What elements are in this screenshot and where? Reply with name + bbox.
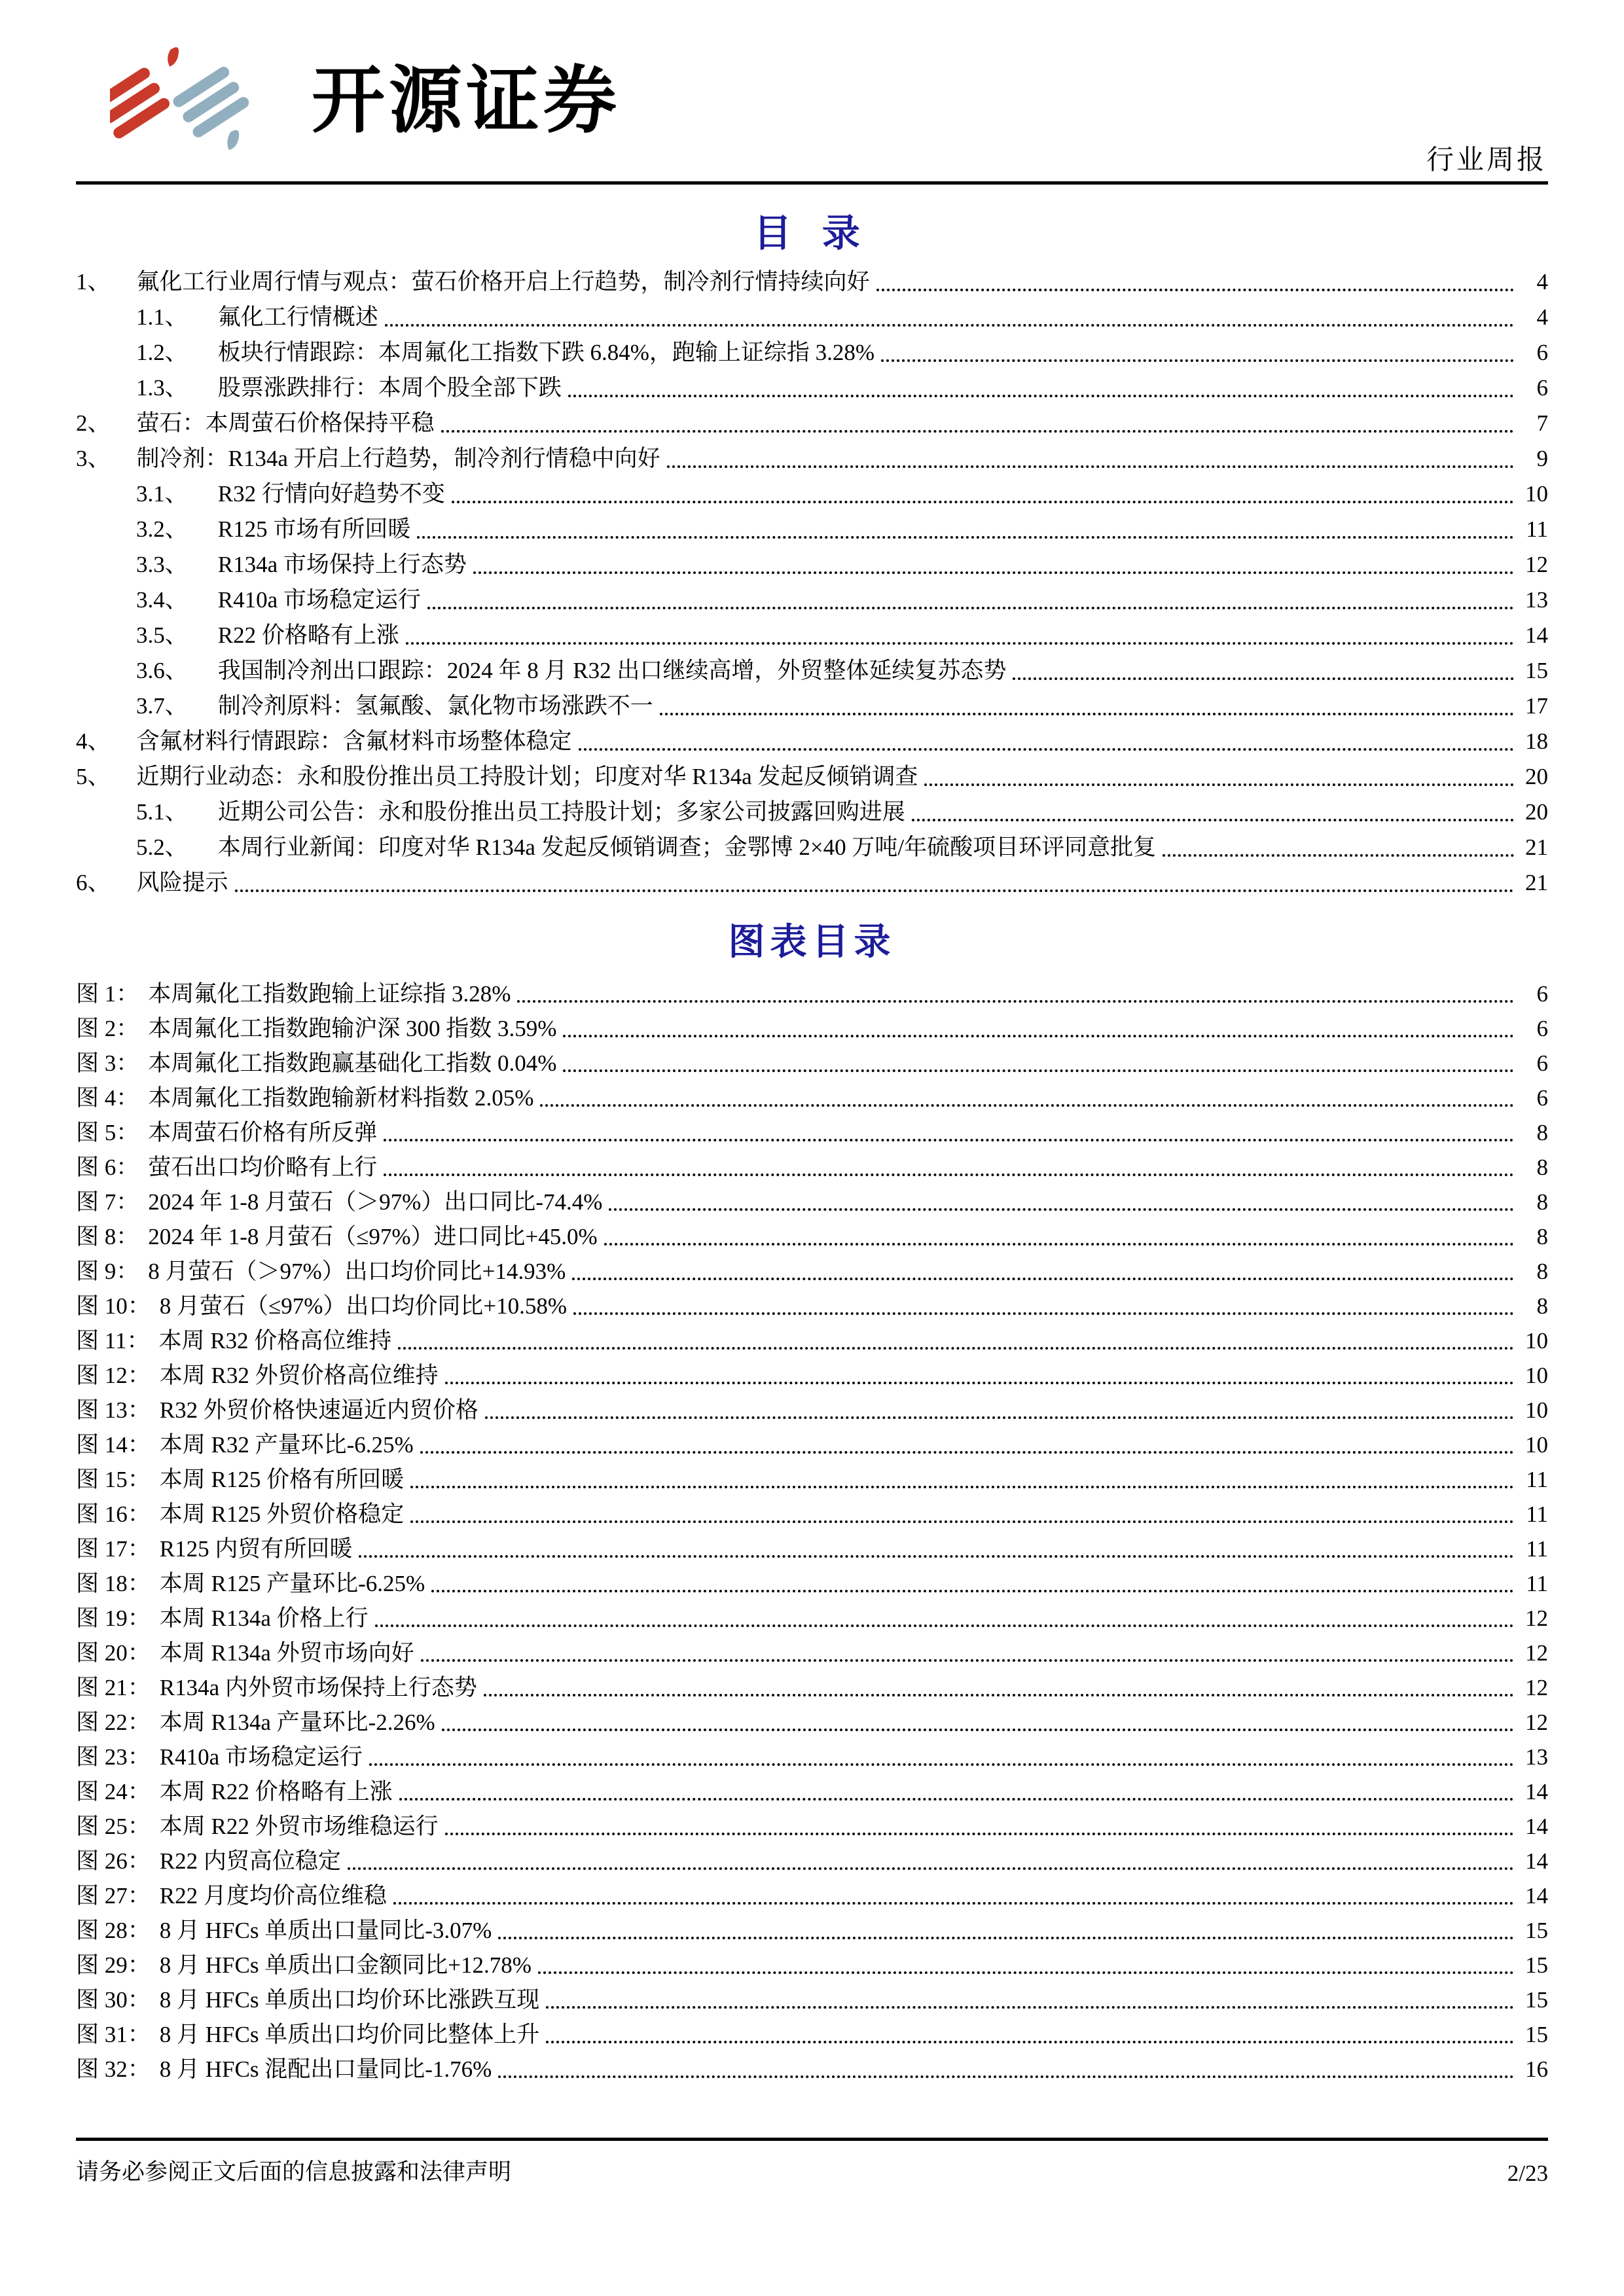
entry-page-number: 8: [1536, 1259, 1548, 1284]
entry-label: R32 行情向好趋势不变: [217, 481, 445, 507]
entry-number: 图 22：: [76, 1710, 151, 1735]
figure-toc-entry[interactable]: [76, 1081, 1548, 1115]
figure-toc-entry[interactable]: [76, 1844, 1548, 1878]
entry-page-number: 15: [1525, 658, 1548, 683]
toc-entry[interactable]: [76, 264, 1548, 300]
entry-number: 图 4：: [76, 1085, 139, 1111]
entry-number: 3.2、: [136, 516, 188, 542]
dotted-leader: [667, 465, 1514, 468]
entry-page-number: 11: [1526, 1571, 1548, 1596]
entry-number: 图 28：: [76, 1918, 151, 1943]
report-type-label: 行业周报: [1426, 145, 1547, 175]
dotted-leader: [410, 1520, 1514, 1523]
entry-label: 8 月 HFCs 单质出口均价同比整体上升: [159, 2022, 540, 2047]
entry-label: 本周 R134a 价格上行: [159, 1605, 369, 1631]
entry-page-number: 8: [1536, 1293, 1548, 1319]
entry-page-number: 20: [1525, 799, 1548, 825]
figure-toc-entry[interactable]: [76, 1809, 1548, 1844]
entry-label: R134a 内外贸市场保持上行态势: [159, 1675, 477, 1700]
figure-toc-entry[interactable]: [76, 1636, 1548, 1670]
entry-page-number: 11: [1526, 1467, 1548, 1492]
toc-entry[interactable]: [76, 865, 1548, 901]
dotted-leader: [609, 1208, 1514, 1211]
entry-label: 本周 R125 价格有所回暖: [159, 1467, 405, 1492]
dotted-leader: [445, 1382, 1514, 1384]
toc-entry[interactable]: [76, 795, 1548, 830]
entry-page-number: 12: [1525, 1640, 1548, 1666]
toc-entry[interactable]: [76, 583, 1548, 618]
entry-number: 图 13：: [76, 1397, 151, 1423]
dotted-leader: [442, 1729, 1514, 1731]
dotted-leader: [445, 1833, 1514, 1835]
entry-number: 图 26：: [76, 1848, 151, 1874]
toc-entry[interactable]: [76, 653, 1548, 689]
entry-number: 5.1、: [136, 799, 188, 825]
entry-label: R125 内贸有所回暖: [159, 1536, 353, 1562]
toc-entry[interactable]: [76, 512, 1548, 547]
entry-label: 近期公司公告：永和股份推出员工持股计划；多家公司披露回购进展: [217, 799, 905, 825]
figure-toc-entry[interactable]: [76, 1878, 1548, 1913]
dotted-leader: [384, 1139, 1514, 1141]
entry-label: 本周氟化工指数跑输沪深 300 指数 3.59%: [148, 1016, 557, 1041]
figure-toc-entry[interactable]: [76, 1219, 1548, 1254]
figure-toc-entry[interactable]: [76, 1150, 1548, 1185]
entry-number: 1.2、: [136, 340, 188, 365]
dotted-leader: [359, 1555, 1514, 1558]
toc-entry[interactable]: [76, 547, 1548, 583]
entry-label: 8 月萤石（≤97%）出口均价同比+10.58%: [159, 1293, 568, 1319]
toc-entry[interactable]: [76, 724, 1548, 759]
dotted-leader: [417, 536, 1514, 539]
entry-page-number: 17: [1525, 693, 1548, 719]
dotted-leader: [912, 819, 1514, 821]
figure-toc-entry[interactable]: [76, 1289, 1548, 1323]
entry-page-number: 4: [1536, 269, 1548, 295]
dotted-leader: [452, 501, 1514, 503]
entry-page-number: 7: [1536, 410, 1548, 436]
entry-number: 图 21：: [76, 1675, 151, 1700]
dotted-leader: [660, 713, 1514, 715]
figure-toc-entry[interactable]: [76, 1566, 1548, 1601]
dotted-leader: [572, 1278, 1514, 1280]
figure-toc-entry[interactable]: [76, 1948, 1548, 1982]
entry-page-number: 13: [1525, 1744, 1548, 1770]
figure-toc-entry[interactable]: [76, 1497, 1548, 1532]
entry-page-number: 10: [1525, 1432, 1548, 1458]
entry-page-number: 6: [1536, 1085, 1548, 1111]
toc-entry[interactable]: [76, 406, 1548, 441]
toc-title: 目 录: [753, 212, 871, 255]
dotted-leader: [573, 1312, 1514, 1315]
entry-label: 含氟材料行情跟踪：含氟材料市场整体稳定: [136, 728, 572, 754]
dotted-leader: [579, 748, 1514, 751]
entry-page-number: 14: [1525, 1883, 1548, 1909]
toc-entry[interactable]: [76, 759, 1548, 795]
dotted-leader: [398, 1347, 1514, 1350]
entry-label: R32 外贸价格快速逼近内贸价格: [159, 1397, 478, 1423]
dotted-leader: [1013, 677, 1514, 680]
entry-label: 2024 年 1-8 月萤石（≤97%）进口同比+45.0%: [148, 1224, 598, 1249]
entry-page-number: 8: [1536, 1189, 1548, 1215]
entry-label: 萤石出口均价略有上行: [148, 1155, 378, 1180]
entry-page-number: 6: [1536, 981, 1548, 1007]
entry-page-number: 11: [1526, 516, 1548, 542]
entry-page-number: 10: [1525, 1397, 1548, 1423]
dotted-leader: [375, 1624, 1514, 1627]
dotted-leader: [369, 1763, 1514, 1766]
entry-label: 本周 R22 价格略有上涨: [159, 1779, 393, 1804]
entry-label: R125 市场有所回暖: [217, 516, 411, 542]
entry-number: 图 23：: [76, 1744, 151, 1770]
figure-toc-entry[interactable]: [76, 2017, 1548, 2052]
page-header: [76, 0, 1548, 185]
figure-toc-entry[interactable]: [76, 2052, 1548, 2087]
dotted-leader: [538, 1971, 1514, 1974]
figure-toc-entry[interactable]: [76, 977, 1548, 1011]
toc-entry[interactable]: [76, 476, 1548, 512]
toc-entry[interactable]: [76, 618, 1548, 653]
entry-number: 3.5、: [136, 622, 188, 648]
dotted-leader: [348, 1867, 1514, 1870]
entry-label: 本周 R32 产量环比-6.25%: [159, 1432, 414, 1458]
entry-page-number: 12: [1525, 552, 1548, 577]
entry-label: 8 月 HFCs 单质出口量同比-3.07%: [159, 1918, 492, 1943]
entry-page-number: 14: [1525, 1848, 1548, 1874]
entry-number: 图 31：: [76, 2022, 151, 2047]
entry-page-number: 8: [1536, 1155, 1548, 1180]
brand-name: 开源证券: [312, 60, 621, 141]
entry-page-number: 20: [1525, 764, 1548, 789]
figure-toc-list: [76, 977, 1548, 2087]
entry-number: 2、: [76, 410, 111, 436]
dotted-leader: [498, 1937, 1514, 1939]
dotted-leader: [568, 395, 1514, 397]
entry-page-number: 10: [1525, 1328, 1548, 1354]
dotted-leader: [498, 2075, 1514, 2078]
entry-page-number: 14: [1525, 622, 1548, 648]
entry-page-number: 6: [1536, 1016, 1548, 1041]
figure-toc-entry[interactable]: [76, 1115, 1548, 1150]
dotted-leader: [441, 430, 1514, 433]
entry-label: 8 月 HFCs 单质出口金额同比+12.78%: [159, 1952, 532, 1978]
dotted-leader: [546, 2006, 1514, 2009]
entry-number: 图 19：: [76, 1605, 151, 1631]
entry-number: 图 18：: [76, 1571, 151, 1596]
entry-page-number: 14: [1525, 1779, 1548, 1804]
entry-label: 近期行业动态：永和股份推出员工持股计划；印度对华 R134a 发起反倾销调查: [136, 764, 918, 789]
entry-page-number: 21: [1525, 834, 1548, 860]
dotted-leader: [876, 289, 1514, 291]
entry-number: 图 6：: [76, 1155, 139, 1180]
entry-number: 图 10：: [76, 1293, 151, 1319]
entry-number: 图 11：: [76, 1328, 150, 1354]
figure-toc-entry[interactable]: [76, 1185, 1548, 1219]
entry-page-number: 12: [1525, 1710, 1548, 1735]
entry-page-number: 13: [1525, 587, 1548, 613]
figure-toc-entry[interactable]: [76, 1670, 1548, 1705]
entry-label: 本周 R32 价格高位维持: [158, 1328, 392, 1354]
dotted-leader: [924, 783, 1514, 786]
entry-page-number: 15: [1525, 1987, 1548, 2013]
entry-page-number: 18: [1525, 728, 1548, 754]
page-footer: [76, 2138, 1548, 2187]
footer-disclaimer: 请务必参阅正文后面的信息披露和法律声明: [76, 2159, 512, 2185]
dotted-leader: [427, 607, 1514, 609]
entry-number: 5、: [76, 764, 111, 789]
figure-toc-entry[interactable]: [76, 1427, 1548, 1462]
entry-page-number: 16: [1525, 2056, 1548, 2082]
entry-number: 图 14：: [76, 1432, 151, 1458]
entry-label: 股票涨跌排行：本周个股全部下跌: [217, 375, 562, 401]
figure-toc-entry[interactable]: [76, 1393, 1548, 1427]
dotted-leader: [517, 1000, 1514, 1003]
entry-number: 3.4、: [136, 587, 188, 613]
entry-number: 1.3、: [136, 375, 188, 401]
entry-number: 图 27：: [76, 1883, 151, 1909]
entry-page-number: 21: [1525, 870, 1548, 895]
entry-number: 3、: [76, 446, 111, 471]
dotted-leader: [431, 1590, 1514, 1592]
dotted-leader: [410, 1486, 1514, 1488]
entry-number: 图 24：: [76, 1779, 151, 1804]
entry-number: 图 25：: [76, 1814, 151, 1839]
toc-entry[interactable]: [76, 830, 1548, 865]
entry-number: 图 9：: [76, 1259, 139, 1284]
figure-toc-entry[interactable]: [76, 1913, 1548, 1948]
figure-toc-entry[interactable]: [76, 1705, 1548, 1740]
entry-label: R22 内贸高位稳定: [159, 1848, 341, 1874]
entry-number: 3.6、: [136, 658, 188, 683]
entry-label: 8 月 HFCs 混配出口量同比-1.76%: [159, 2056, 492, 2082]
dotted-leader: [484, 1694, 1514, 1696]
figure-toc-entry[interactable]: [76, 1046, 1548, 1081]
toc-entry[interactable]: [76, 335, 1548, 370]
entry-number: 图 32：: [76, 2056, 151, 2082]
figure-toc-entry[interactable]: [76, 1740, 1548, 1774]
entry-page-number: 10: [1525, 1363, 1548, 1388]
entry-page-number: 8: [1536, 1224, 1548, 1249]
entry-page-number: 4: [1536, 304, 1548, 330]
entry-label: 本周 R22 外贸市场维稳运行: [159, 1814, 439, 1839]
entry-number: 图 20：: [76, 1640, 151, 1666]
entry-number: 3.1、: [136, 481, 188, 507]
entry-page-number: 10: [1525, 481, 1548, 507]
dotted-leader: [421, 1659, 1514, 1662]
entry-label: 我国制冷剂出口跟踪：2024 年 8 月 R32 出口继续高增，外贸整体延续复苏态势: [217, 658, 1007, 683]
entry-page-number: 15: [1525, 1952, 1548, 1978]
dotted-leader: [540, 1104, 1514, 1107]
entry-label: 本周氟化工指数跑输新材料指数 2.05%: [148, 1085, 534, 1111]
entry-number: 图 12：: [76, 1363, 151, 1388]
figure-toc-entry[interactable]: [76, 1982, 1548, 2017]
dotted-leader: [399, 1798, 1514, 1801]
entry-label: R22 价格略有上涨: [217, 622, 399, 648]
figure-toc-entry[interactable]: [76, 1358, 1548, 1393]
entry-page-number: 8: [1536, 1120, 1548, 1145]
entry-page-number: 6: [1536, 1050, 1548, 1076]
entry-number: 5.2、: [136, 834, 188, 860]
entry-number: 图 2：: [76, 1016, 139, 1041]
toc-entry[interactable]: [76, 441, 1548, 476]
entry-number: 1.1、: [136, 304, 188, 330]
entry-number: 图 7：: [76, 1189, 139, 1215]
toc-list: [76, 264, 1548, 901]
brand-logo: [110, 45, 621, 157]
entry-label: 板块行情跟踪：本周氟化工指数下跌 6.84%，跑输上证综指 3.28%: [217, 340, 875, 365]
dotted-leader: [546, 2041, 1514, 2043]
figure-toc-entry[interactable]: [76, 1462, 1548, 1497]
kaiyuan-logo-icon: [110, 45, 300, 157]
entry-label: 本周 R125 外贸价格稳定: [159, 1501, 405, 1527]
entry-label: 本周行业新闻：印度对华 R134a 发起反倾销调查；金鄂博 2×40 万吨/年硫酸项目环评同意批复: [217, 834, 1157, 860]
figure-toc-entry[interactable]: [76, 1323, 1548, 1358]
dotted-leader: [235, 889, 1514, 892]
dotted-leader: [604, 1243, 1514, 1246]
dotted-leader: [420, 1451, 1514, 1454]
entry-number: 图 30：: [76, 1987, 151, 2013]
entry-label: 本周萤石价格有所反弹: [148, 1120, 378, 1145]
entry-number: 6、: [76, 870, 111, 895]
entry-page-number: 15: [1525, 2022, 1548, 2047]
entry-label: 本周 R134a 产量环比-2.26%: [159, 1710, 435, 1735]
dotted-leader: [473, 571, 1514, 574]
entry-number: 图 17：: [76, 1536, 151, 1562]
dotted-leader: [563, 1035, 1514, 1037]
entry-label: 本周 R134a 外贸市场向好: [159, 1640, 414, 1666]
figure-toc-title: 图表目录: [728, 922, 896, 963]
dotted-leader: [1163, 854, 1514, 857]
entry-label: 本周氟化工指数跑输上证综指 3.28%: [148, 981, 511, 1007]
entry-label: 8 月萤石（＞97%）出口均价同比+14.93%: [148, 1259, 566, 1284]
dotted-leader: [406, 642, 1514, 645]
entry-label: R410a 市场稳定运行: [159, 1744, 363, 1770]
entry-page-number: 12: [1525, 1675, 1548, 1700]
entry-number: 4、: [76, 728, 111, 754]
figure-toc-entry[interactable]: [76, 1254, 1548, 1289]
entry-number: 3.7、: [136, 693, 188, 719]
entry-label: 萤石：本周萤石价格保持平稳: [136, 410, 435, 436]
entry-number: 图 3：: [76, 1050, 139, 1076]
entry-label: R410a 市场稳定运行: [217, 587, 421, 613]
toc-entry[interactable]: [76, 300, 1548, 335]
entry-label: R22 月度均价高位维稳: [159, 1883, 387, 1909]
entry-page-number: 6: [1536, 340, 1548, 365]
toc-entry[interactable]: [76, 370, 1548, 406]
entry-label: 本周 R32 外贸价格高位维持: [159, 1363, 439, 1388]
entry-page-number: 12: [1525, 1605, 1548, 1631]
dotted-leader: [485, 1416, 1514, 1419]
entry-label: 8 月 HFCs 单质出口均价环比涨跌互现: [159, 1987, 540, 2013]
entry-number: 图 8：: [76, 1224, 139, 1249]
figure-toc-entry[interactable]: [76, 1011, 1548, 1046]
toc-entry[interactable]: [76, 689, 1548, 724]
entry-label: 风险提示: [136, 870, 228, 895]
dotted-leader: [385, 324, 1514, 327]
dotted-leader: [393, 1902, 1514, 1905]
entry-label: 制冷剂：R134a 开启上行趋势，制冷剂行情稳中向好: [136, 446, 660, 471]
figure-toc-entry[interactable]: [76, 1601, 1548, 1636]
entry-label: 氟化工行情概述: [217, 304, 378, 330]
entry-number: 图 16：: [76, 1501, 151, 1527]
dotted-leader: [563, 1069, 1514, 1072]
footer-divider: [76, 2138, 1548, 2141]
page-number: 2/23: [1507, 2161, 1548, 2186]
entry-number: 图 29：: [76, 1952, 151, 1978]
entry-page-number: 15: [1525, 1918, 1548, 1943]
figure-toc-entry[interactable]: [76, 1532, 1548, 1566]
dotted-leader: [881, 359, 1514, 362]
entry-label: 本周 R125 产量环比-6.25%: [159, 1571, 425, 1596]
entry-label: 制冷剂原料：氢氟酸、氯化物市场涨跌不一: [217, 693, 653, 719]
entry-label: 氟化工行业周行情与观点：萤石价格开启上行趋势，制冷剂行情持续向好: [136, 269, 870, 295]
entry-number: 图 1：: [76, 981, 139, 1007]
entry-page-number: 11: [1526, 1501, 1548, 1527]
entry-number: 图 15：: [76, 1467, 151, 1492]
entry-number: 图 5：: [76, 1120, 139, 1145]
entry-page-number: 14: [1525, 1814, 1548, 1839]
entry-page-number: 9: [1536, 446, 1548, 471]
entry-page-number: 11: [1526, 1536, 1548, 1562]
figure-toc-entry[interactable]: [76, 1774, 1548, 1809]
entry-number: 3.3、: [136, 552, 188, 577]
entry-label: 2024 年 1-8 月萤石（＞97%）出口同比-74.4%: [148, 1189, 603, 1215]
entry-label: 本周氟化工指数跑赢基础化工指数 0.04%: [148, 1050, 557, 1076]
entry-number: 1、: [76, 269, 111, 295]
entry-label: R134a 市场保持上行态势: [217, 552, 467, 577]
dotted-leader: [384, 1174, 1514, 1176]
entry-page-number: 6: [1536, 375, 1548, 401]
